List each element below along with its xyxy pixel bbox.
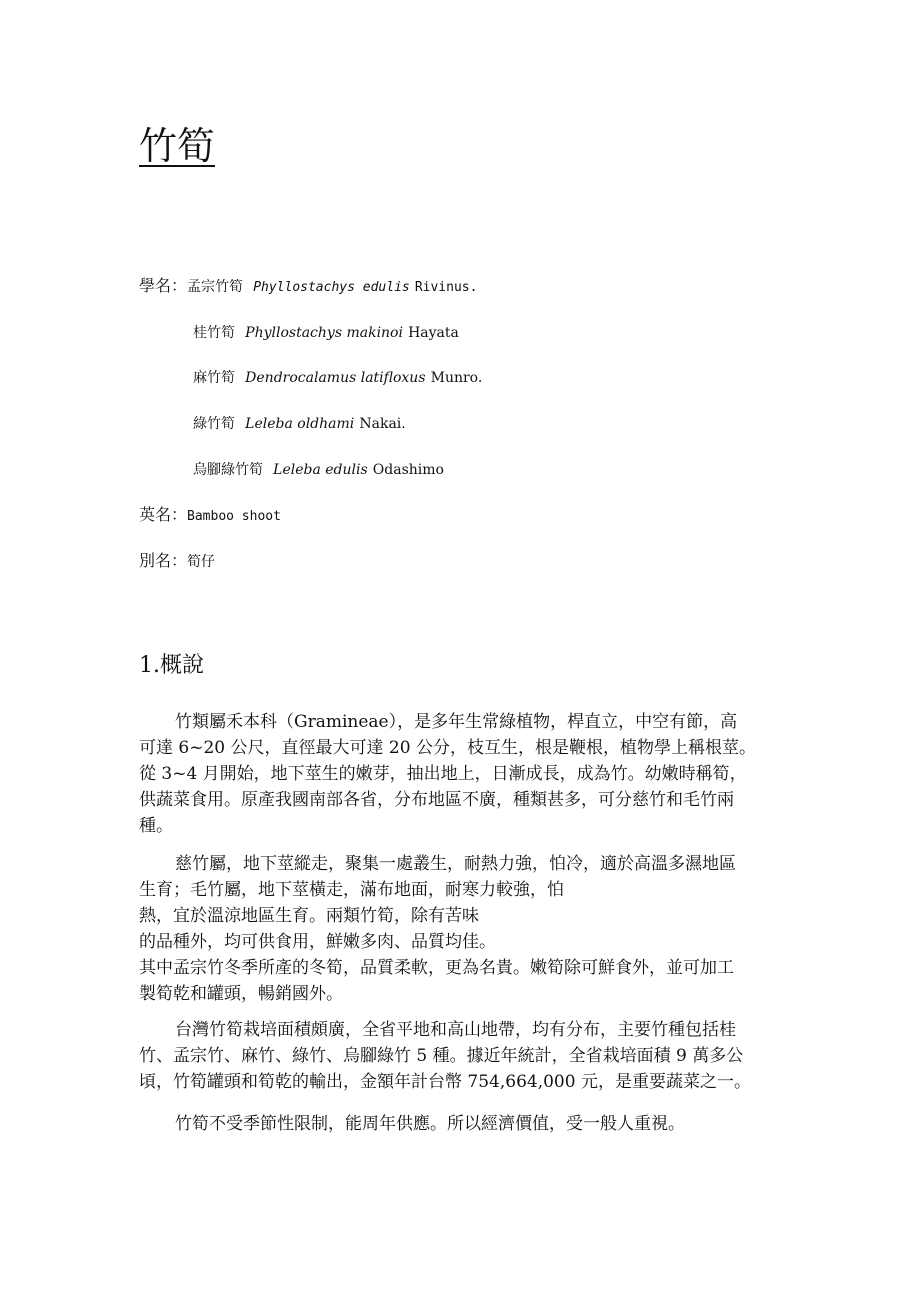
common-name: 綠竹筍 <box>193 416 235 432</box>
author-name: Nakai. <box>359 416 406 432</box>
author-name: Munro. <box>430 370 483 386</box>
latin-name: Phyllostachys makinoi <box>245 325 403 341</box>
latin-name: Leleba oldhami <box>245 416 355 432</box>
section-heading: 1.概說 <box>139 653 204 678</box>
paragraph-line: 竹筍不受季節性限制，能周年供應。所以經濟價值，受一般人重視。 <box>175 1114 685 1134</box>
paragraph-line: 供蔬菜食用。原產我國南部各省，分布地區不廣，種類甚多，可分慈竹和毛竹兩 <box>139 790 734 810</box>
scientific-name-label: 學名： <box>139 276 188 295</box>
scientific-name-row <box>193 459 444 480</box>
common-name: 桂竹筍 <box>193 325 235 341</box>
paragraph-line: 可達 6~20 公尺，直徑最大可達 20 公分，枝互生，根是鞭根，植物學上稱根莖。 <box>139 738 756 758</box>
scientific-name-row <box>139 276 477 297</box>
alias-name: 筍仔 <box>187 554 216 570</box>
paragraph-line: 從 3~4 月開始，地下莖生的嫩芽，抽出地上，日漸成長，成為竹。幼嫩時稱筍， <box>139 764 747 784</box>
latin-name: Dendrocalamus latifloxus <box>245 370 426 386</box>
paragraph <box>139 1017 795 1095</box>
paragraph <box>139 709 795 839</box>
scientific-name-row <box>193 413 406 434</box>
latin-name: Phyllostachys edulis <box>253 280 410 295</box>
paragraph <box>139 1111 795 1137</box>
paragraph-line: 製筍乾和罐頭，暢銷國外。 <box>139 984 343 1004</box>
scientific-name-row <box>193 322 459 343</box>
paragraph-line: 熱，宜於溫涼地區生育。兩類竹筍，除有苦味 <box>139 906 479 926</box>
author-name: Hayata <box>408 325 459 341</box>
paragraph-line: 竹類屬禾本科（Gramineae），是多年生常綠植物，桿直立，中空有節，高 <box>175 712 738 732</box>
alias-label: 別名： <box>139 551 188 570</box>
paragraph-line: 其中孟宗竹冬季所產的冬筍，品質柔軟，更為名貴。嫩筍除可鮮食外，並可加工 <box>139 958 734 978</box>
author-name: Rivinus. <box>414 280 478 295</box>
author-name: Odashimo <box>372 462 444 478</box>
common-name: 烏腳綠竹筍 <box>193 462 263 478</box>
paragraph <box>139 851 795 1007</box>
paragraph-line: 台灣竹筍栽培面積頗廣，全省平地和高山地帶，均有分布，主要竹種包括桂 <box>175 1020 736 1040</box>
english-name-label: 英名： <box>139 505 188 524</box>
page-title: 竹筍 <box>139 124 216 168</box>
english-name: Bamboo shoot <box>187 509 281 524</box>
paragraph-line: 的品種外，均可供食用，鮮嫩多肉、品質均佳。 <box>139 932 496 952</box>
scientific-name-row <box>193 367 482 388</box>
paragraph-line: 竹、孟宗竹、麻竹、綠竹、烏腳綠竹 5 種。據近年統計，全省栽培面積 9 萬多公 <box>139 1046 744 1066</box>
paragraph-line: 種。 <box>139 816 173 836</box>
english-name-row <box>139 505 281 525</box>
latin-name: Leleba edulis <box>273 462 368 478</box>
alias-row <box>139 551 215 572</box>
paragraph-line: 生育；毛竹屬，地下莖橫走，滿布地面，耐寒力較強，怕 <box>139 880 564 900</box>
common-name: 麻竹筍 <box>193 370 235 386</box>
common-name: 孟宗竹筍 <box>187 279 244 295</box>
paragraph-line: 頃，竹筍罐頭和筍乾的輸出，金額年計台幣 754,664,000 元，是重要蔬菜之一。 <box>139 1072 751 1092</box>
paragraph-line: 慈竹屬，地下莖縱走，聚集一處叢生，耐熱力強，怕冷，適於高溫多濕地區 <box>175 854 736 874</box>
